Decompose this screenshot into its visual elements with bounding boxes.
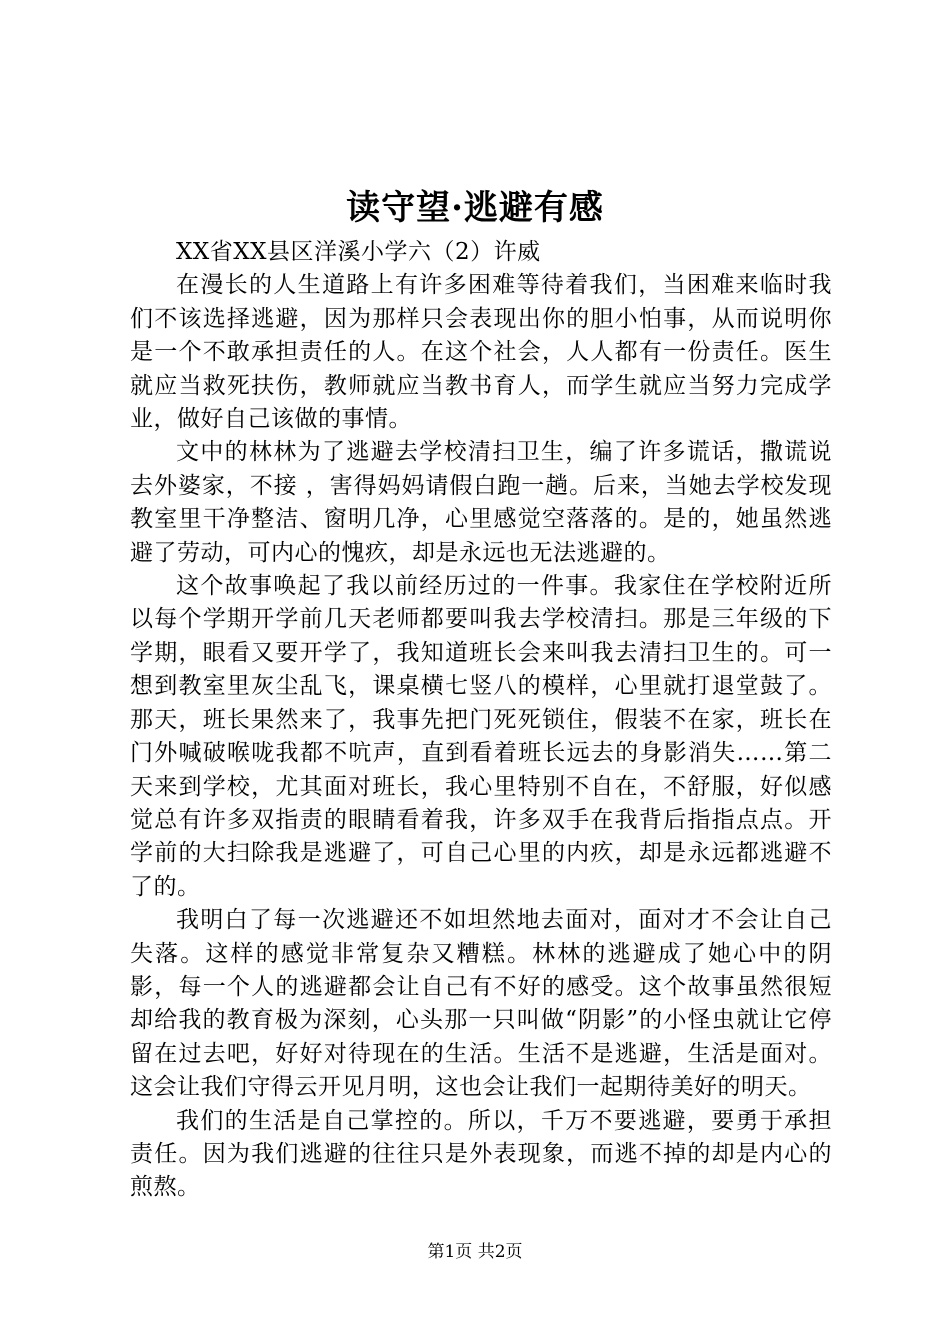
- page-title: 读守望·逃避有感: [346, 188, 604, 228]
- paragraph: 我明白了每一次逃避还不如坦然地去面对，面对才不会让自己失落。这样的感觉非常复杂又糟糕。林林的逃避成了她心中的阴影，每一个人的逃避都会让自己有不好的感受。这个故事虽然很短却给我的教育极为深刻，心头那一只叫做“阴影”的小怪虫就让它停留在过去吧，好好对待现在的生活。生活不是逃避，生活是面对。这会让我们守得云开见月明，这也会让我们一起期待美好的明天。: [130, 907, 832, 1101]
- paragraph: 我们的生活是自己掌控的。所以，千万不要逃避，要勇于承担责任。因为我们逃避的往往只是外表现象，而逃不掉的却是内心的煎熬。: [130, 1107, 832, 1201]
- author-byline: XX省XX县区洋溪小学六（2）许威: [176, 239, 541, 265]
- paragraph: 这个故事唤起了我以前经历过的一件事。我家住在学校附近所以每个学期开学前几天老师都要叫我去学校清扫。那是三年级的下学期，眼看又要开学了，我知道班长会来叫我去清扫卫生的。可一想到教室里灰尘乱飞，课桌横七竖八的模样，心里就打退堂鼓了。那天，班长果然来了，我事先把门死死锁住，假装不在家，班长在门外喊破喉咙我都不吭声，直到看着班长远去的身影消失……第二天来到学校，尤其面对班长，我心里特别不自在，不舒服，好似感觉总有许多双指责的眼睛看着我，许多双手在我背后指指点点。开学前的大扫除我是逃避了，可自己心里的内疚，却是永远都逃避不了的。: [130, 573, 832, 900]
- paragraph: 在漫长的人生道路上有许多困难等待着我们，当困难来临时我们不该选择逃避，因为那样只会表现出你的胆小怕事，从而说明你是一个不敢承担责任的人。在这个社会，人人都有一份责任。医生就应当救死扶伤，教师就应当教书育人，而学生就应当努力完成学业，做好自己该做的事情。: [130, 272, 832, 433]
- page-number-footer: 第1页 共2页: [427, 1242, 523, 1262]
- article-body: [130, 236, 832, 1205]
- paragraph: 文中的林林为了逃避去学校清扫卫生，编了许多谎话，撒谎说去外婆家，不接 ，害得妈妈请假白跑一趟。后来，当她去学校发现教室里干净整洁、窗明几净，心里感觉空落落的。是的，她虽然逃避了劳动，可内心的愧疚，却是永远也无法逃避的。: [130, 439, 832, 566]
